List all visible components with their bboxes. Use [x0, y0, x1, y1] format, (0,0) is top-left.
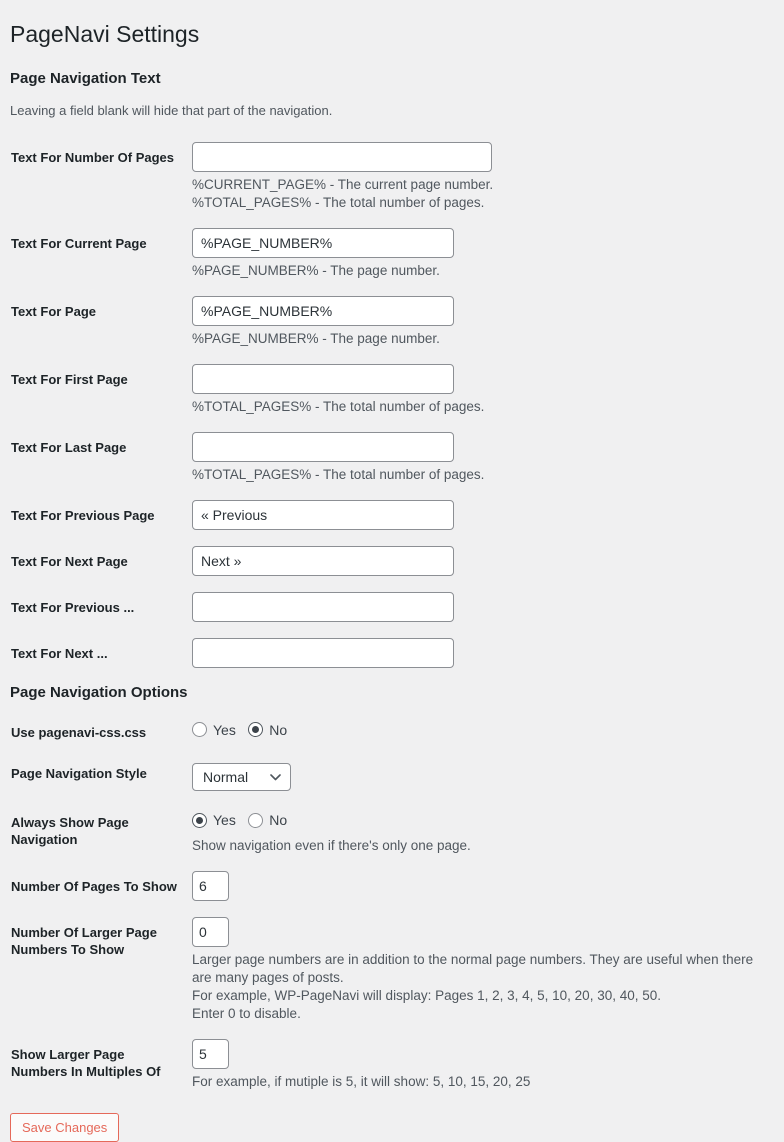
field-description: %TOTAL_PAGES% - The total number of pages. — [192, 466, 485, 482]
number-of-pages-to-show-input[interactable] — [192, 871, 229, 901]
form-row — [10, 871, 770, 901]
section-title-page-navigation-options: Page Navigation Options — [10, 683, 188, 701]
field-label: Page Navigation Style — [11, 766, 147, 782]
field-label: Use pagenavi-css.css — [11, 724, 147, 740]
form-row — [10, 717, 770, 743]
text-for-next-page-input[interactable] — [192, 546, 454, 576]
use-pagenavi-css-no-radio[interactable] — [248, 722, 287, 738]
field-description: %CURRENT_PAGE% - The current page number. — [192, 176, 494, 192]
field-label: Text For Page — [11, 303, 97, 319]
section-page-navigation-options — [10, 684, 770, 1091]
text-for-previous-dots-input[interactable] — [192, 592, 454, 622]
form-row — [10, 296, 770, 348]
field-description: For example, WP-PageNavi will display: Pages 1, 2, 3, 4, 5, 10, 20, 30, 40, 50. — [192, 987, 661, 1003]
radio-icon — [192, 722, 207, 737]
radio-checked-icon — [248, 722, 263, 737]
chevron-down-icon — [270, 774, 281, 781]
form-row — [10, 917, 770, 1023]
text-for-number-of-pages-input[interactable] — [192, 142, 492, 172]
form-row — [10, 592, 770, 622]
text-for-last-page-input[interactable] — [192, 432, 454, 462]
field-label: Show Larger Page Numbers In Multiples Of — [11, 1046, 161, 1079]
field-description: Show navigation even if there's only one page. — [192, 837, 471, 853]
field-label: Text For Number Of Pages — [11, 149, 175, 165]
field-description: Larger page numbers are in addition to the normal page numbers. They are useful when there are many pages of posts. — [192, 951, 754, 985]
text-for-first-page-input[interactable] — [192, 364, 454, 394]
text-for-previous-page-input[interactable] — [192, 500, 454, 530]
form-row — [10, 546, 770, 576]
field-description: %TOTAL_PAGES% - The total number of pages. — [192, 398, 485, 414]
radio-label: No — [269, 721, 288, 738]
field-label: Text For Next ... — [11, 645, 108, 661]
field-description: For example, if mutiple is 5, it will show: 5, 10, 15, 20, 25 — [192, 1073, 531, 1089]
larger-page-multiples-input[interactable] — [192, 1039, 229, 1069]
field-label: Text For First Page — [11, 371, 128, 387]
text-for-next-dots-input[interactable] — [192, 638, 454, 668]
form-row — [10, 142, 770, 212]
radio-label: Yes — [213, 812, 236, 829]
section-intro: Leaving a field blank will hide that part of the navigation. — [10, 102, 333, 118]
section-title-page-navigation-text: Page Navigation Text — [10, 69, 161, 87]
form-row — [10, 758, 770, 791]
field-label: Text For Last Page — [11, 439, 127, 455]
text-settings-table — [10, 142, 770, 668]
field-label: Number Of Pages To Show — [11, 878, 177, 894]
page-navigation-style-select[interactable] — [192, 763, 291, 791]
always-show-no-radio[interactable] — [248, 812, 287, 828]
larger-page-numbers-count-input[interactable] — [192, 917, 229, 947]
form-row — [10, 432, 770, 484]
form-row — [10, 228, 770, 280]
select-value: Normal — [203, 769, 249, 786]
section-page-navigation-text — [10, 70, 770, 668]
radio-icon — [248, 813, 263, 828]
form-row — [10, 500, 770, 530]
text-for-current-page-input[interactable] — [192, 228, 454, 258]
form-row — [10, 638, 770, 668]
use-pagenavi-css-yes-radio[interactable] — [192, 722, 236, 738]
text-for-page-input[interactable] — [192, 296, 454, 326]
field-description: %TOTAL_PAGES% - The total number of pages. — [192, 194, 485, 210]
field-label: Text For Next Page — [11, 553, 128, 569]
page-title: PageNavi Settings — [10, 21, 200, 47]
field-label: Text For Previous Page — [11, 507, 155, 523]
radio-label: Yes — [213, 721, 236, 738]
field-label: Always Show Page Navigation — [11, 815, 129, 848]
field-description: %PAGE_NUMBER% - The page number. — [192, 262, 440, 278]
field-label: Number Of Larger Page Numbers To Show — [11, 924, 157, 957]
form-row — [10, 807, 770, 855]
save-changes-button[interactable]: Save Changes — [10, 1113, 119, 1142]
always-show-yes-radio[interactable] — [192, 812, 236, 828]
form-row — [10, 364, 770, 416]
form-row — [10, 1039, 770, 1091]
radio-label: No — [269, 812, 288, 829]
submit-area — [10, 1113, 770, 1142]
radio-checked-icon — [192, 813, 207, 828]
options-settings-table — [10, 717, 770, 1091]
field-label: Text For Current Page — [11, 235, 147, 251]
field-description: %PAGE_NUMBER% - The page number. — [192, 330, 440, 346]
field-description: Enter 0 to disable. — [192, 1005, 301, 1021]
field-label: Text For Previous ... — [11, 599, 135, 615]
